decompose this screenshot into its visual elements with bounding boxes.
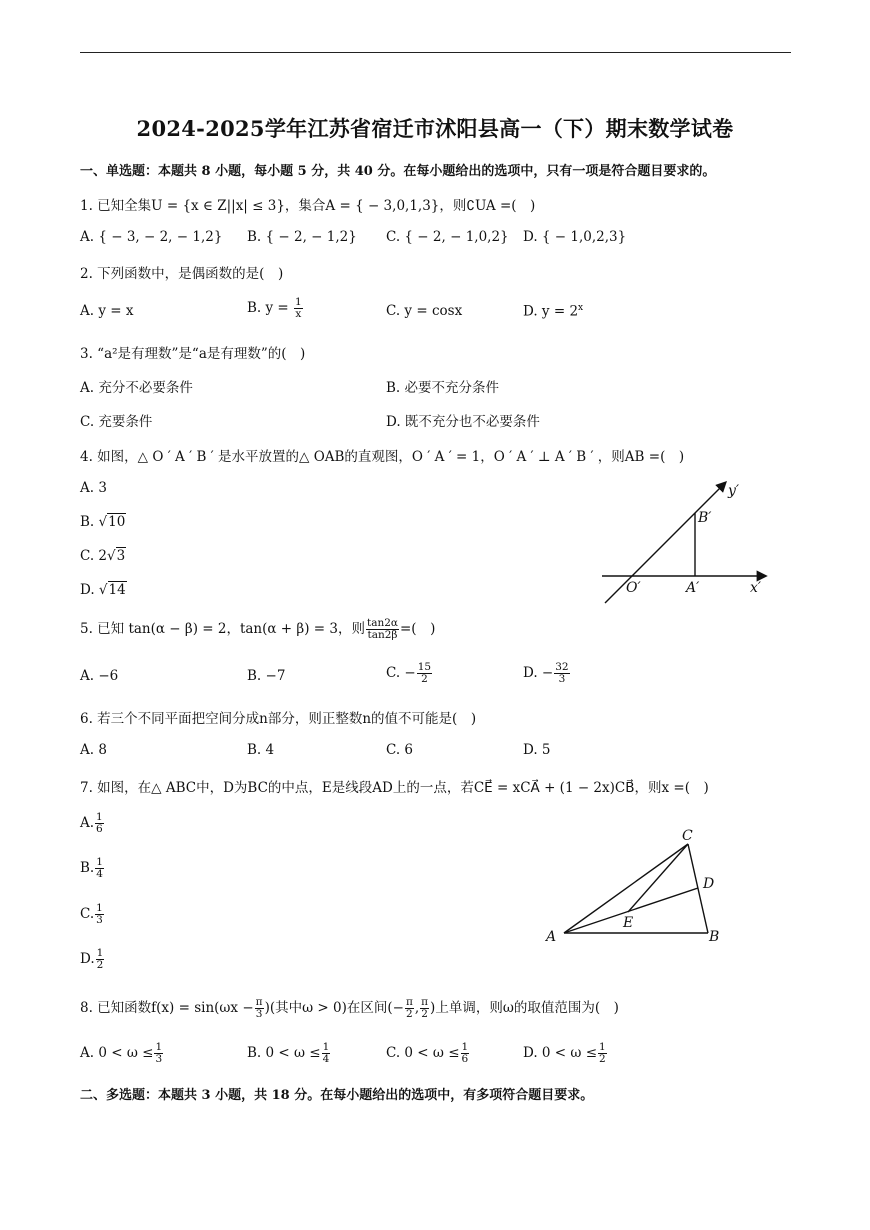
question-6-stem: 6. 若三个不同平面把空间分成n部分，则正整数n的值不可能是( ) bbox=[80, 711, 477, 727]
q8-option-d: D. 0 < ω ≤ $\frac{1}{2}$ bbox=[523, 1041, 606, 1066]
exam-title: 2024-2025学年江苏省宿迁市沭阳县高一（下）期末数学试卷 bbox=[136, 116, 734, 141]
q1-option-c: C. { − 2, − 1,0,2} bbox=[386, 229, 509, 245]
q5-option-a: A. −6 bbox=[80, 668, 119, 684]
label-c: C bbox=[682, 828, 693, 844]
label-a: A bbox=[546, 929, 557, 945]
q4-option-c: C. 2√3 bbox=[80, 548, 126, 564]
label-x-prime: x′ bbox=[750, 580, 762, 596]
question-4-stem: 4. 如图，△ O ′ A ′ B ′ 是水平放置的△ OAB的直观图，O ′ A ′ = 1，O ′ A ′ ⊥ A ′ B ′ ，则AB =( ) bbox=[80, 449, 685, 465]
question-7-stem: 7. 如图，在△ ABC中，D为BC的中点，E是线段AD上的一点，若CE⃗ = xCA⃗ + (1 − 2x)CB⃗，则x =( ) bbox=[80, 780, 709, 796]
q3-option-b: B. 必要不充分条件 bbox=[386, 380, 500, 396]
q4-figure bbox=[590, 475, 780, 610]
q6-option-b: B. 4 bbox=[247, 742, 275, 758]
q7-option-c: C. $\frac{1}{3}$ bbox=[80, 902, 103, 927]
q1-option-a: A. { − 3, − 2, − 1,2} bbox=[80, 229, 223, 245]
q6-option-d: D. 5 bbox=[523, 742, 551, 758]
q6-option-a: A. 8 bbox=[80, 742, 107, 758]
q7-option-d: D. $\frac{1}{2}$ bbox=[80, 947, 104, 972]
q7-option-a: A. $\frac{1}{6}$ bbox=[80, 811, 103, 836]
q5-option-d: D. − $\frac{32}{3}$ bbox=[523, 661, 569, 686]
q3-option-d: D. 既不充分也不必要条件 bbox=[386, 414, 540, 430]
question-5-stem: 5. 已知 tan(α − β) = 2，tan(α + β) = 3，则 $\frac{\tan 2\alpha}{\tan 2\beta}$ =( ) bbox=[80, 616, 436, 641]
label-e: E bbox=[623, 915, 634, 931]
q5-option-b: B. −7 bbox=[247, 668, 286, 684]
label-d: D bbox=[703, 876, 715, 892]
question-2-stem: 2. 下列函数中，是偶函数的是( ) bbox=[80, 266, 284, 282]
label-b: B bbox=[709, 929, 720, 945]
q8-option-a: A. 0 < ω ≤ $\frac{1}{3}$ bbox=[80, 1041, 163, 1066]
section-2-heading: 二、多选题：本题共 3 小题，共 18 分。在每小题给出的选项中，有多项符合题目要求。 bbox=[80, 1088, 594, 1103]
q4-option-b: B. √10 bbox=[80, 514, 126, 530]
q2-option-d: D. $y = 2^x$ bbox=[523, 303, 584, 320]
question-1-stem: 1. 已知全集U = {x ∈ Z||x| ≤ 3}，集合A = { − 3,0,1,3}，则∁UA =( ) bbox=[80, 198, 536, 214]
question-8-stem: 8. 已知函数f(x) = sin(ωx − $\frac{\pi}{3}$ )(其中ω > 0)在区间(− $\frac{\pi}{2}$ , $\frac{\pi}{2}$ )上单调，则ω的取值范围为( ) bbox=[80, 995, 619, 1020]
q6-option-c: C. 6 bbox=[386, 742, 414, 758]
q5-option-c: C. − $\frac{15}{2}$ bbox=[386, 661, 432, 686]
q8-option-b: B. 0 < ω ≤ $\frac{1}{4}$ bbox=[247, 1041, 330, 1066]
label-a-prime: A′ bbox=[686, 580, 700, 596]
q4-option-a: A. 3 bbox=[80, 480, 107, 496]
label-o-prime: O′ bbox=[626, 580, 641, 596]
q7-figure bbox=[540, 822, 730, 950]
label-y-prime: y′ bbox=[728, 483, 740, 499]
q2-option-c: C. y = cosx bbox=[386, 303, 463, 319]
q7-option-b: B. $\frac{1}{4}$ bbox=[80, 856, 103, 881]
q1-option-b: B. { − 2, − 1,2} bbox=[247, 229, 357, 245]
q1-option-d: D. { − 1,0,2,3} bbox=[523, 229, 627, 245]
section-1-heading: 一、单选题：本题共 8 小题，每小题 5 分，共 40 分。在每小题给出的选项中，只有一项是符合题目要求的。 bbox=[80, 164, 716, 179]
q2-option-a: A. y = x bbox=[80, 303, 134, 319]
q3-option-c: C. 充要条件 bbox=[80, 414, 153, 430]
header-rule bbox=[80, 52, 791, 53]
q2-option-b: B. y = $\frac{1}{x}$ bbox=[247, 296, 302, 321]
q4-option-d: D. √14 bbox=[80, 582, 126, 598]
q8-option-c: C. 0 < ω ≤ $\frac{1}{6}$ bbox=[386, 1041, 469, 1066]
label-b-prime: B′ bbox=[698, 510, 712, 526]
y-axis bbox=[605, 483, 725, 603]
q3-option-a: A. 充分不必要条件 bbox=[80, 380, 193, 396]
question-3-stem: 3. “a²是有理数”是“a是有理数”的( ) bbox=[80, 346, 306, 362]
